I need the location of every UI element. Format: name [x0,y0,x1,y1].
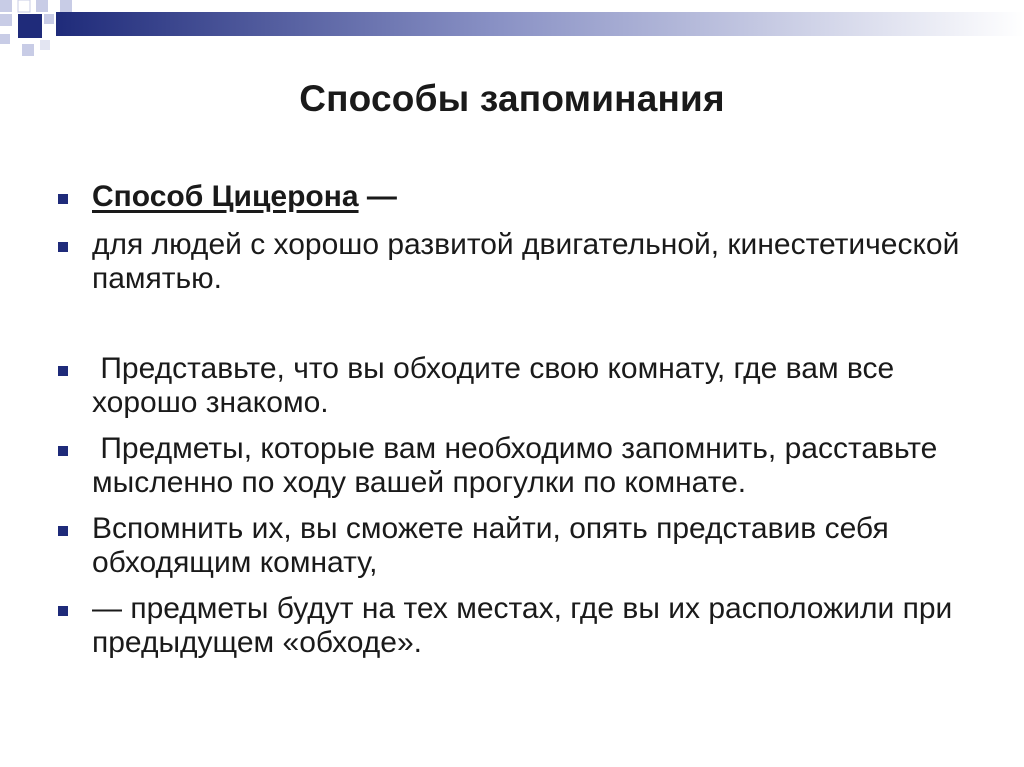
decor-square [18,0,30,12]
decor-square [0,0,12,12]
bullet-text: — предметы будут на тех местах, где вы их расположили при предыдущем «обходе». [92,592,953,659]
decor-square [36,0,48,12]
square-bullet-icon [58,242,68,252]
bullet-item [58,432,978,500]
slide-title: Способы запоминания [299,78,725,119]
square-bullet-icon [58,606,68,616]
bullet-heading [58,180,978,214]
decor-square [60,0,72,12]
bullet-item [58,592,978,660]
decor-square [44,14,54,24]
bullet-list [58,180,978,660]
decor-square [22,44,34,56]
square-bullet-icon [58,366,68,376]
square-bullet-icon [58,526,68,536]
bullet-text: для людей с хорошо развитой двигательной, кинестетической памятью. [92,228,960,295]
decor-square [0,34,10,44]
header-decoration [0,0,1024,60]
bullet-text: Представьте, что вы обходите свою комнату, где вам все хорошо знакомо. [92,352,903,419]
bullet-item [58,352,978,420]
header-gradient-bar [56,12,1024,36]
method-heading: Способ Цицерона [92,180,359,213]
bullet-item [58,512,978,580]
heading-dash: — [366,180,397,213]
bullet-item [58,228,978,296]
decor-square [18,14,42,38]
bullet-text: Предметы, которые вам необходимо запомнить, расставьте мысленно по ходу вашей прогулки по комнате. [92,432,946,499]
bullet-text: Вспомнить их, вы сможете найти, опять представив себя обходящим комнату, [92,512,889,579]
decor-square [40,40,50,50]
decor-square [0,14,12,26]
square-bullet-icon [58,194,68,204]
square-bullet-icon [58,446,68,456]
